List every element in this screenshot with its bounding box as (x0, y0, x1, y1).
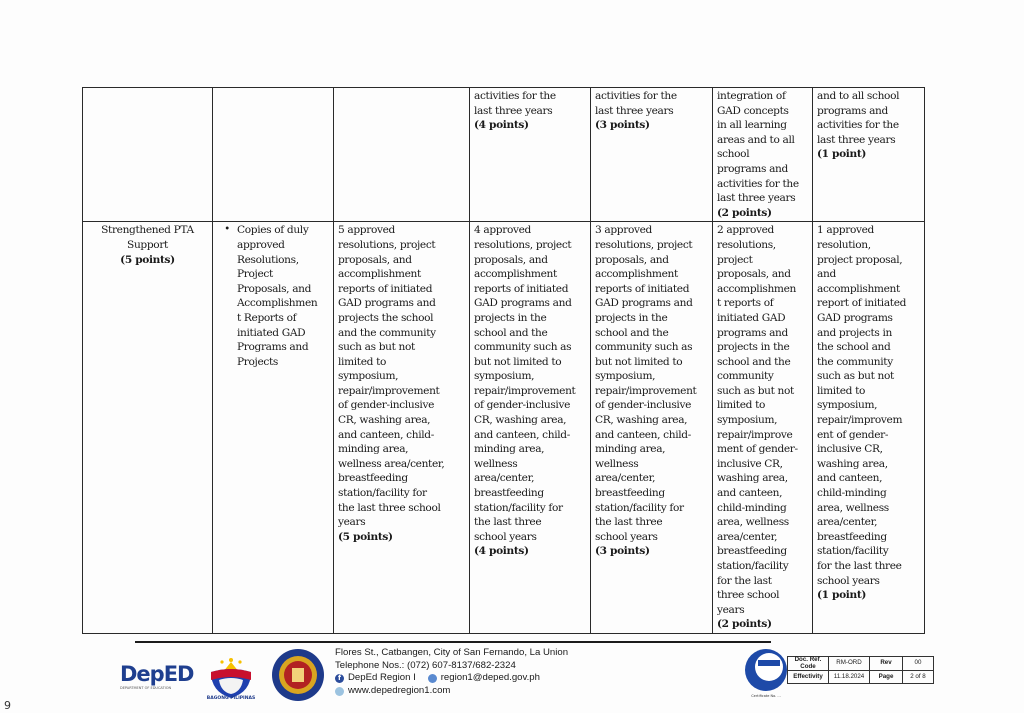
deped-region-seal (271, 648, 325, 702)
cell-text: 2 approved resolutions, project proposals, and accomplishmen t reports of initiated GAD programs and projects in the school and the community such as but not limited to symposium, repair/improve ment of gender- inclusive CR, washing area, and canteen, child-minding area, wellness area/center, breastfeeding station/facility for the last three school years (717, 224, 798, 616)
bullet-icon: • (224, 224, 230, 236)
email-link[interactable]: region1@deped.gov.ph (440, 672, 540, 684)
score-4-cell (470, 222, 591, 634)
score-5-cell (334, 88, 470, 222)
bagong-pilipinas-logo (205, 650, 257, 702)
points-label: (4 points) (474, 119, 529, 132)
points-label: (1 point) (817, 148, 867, 161)
globe-icon (335, 687, 344, 696)
score-2-cell (713, 222, 813, 634)
page-label: Page (870, 671, 903, 684)
points-label: (1 point) (817, 589, 867, 602)
criterion-title: Strengthened PTA Support (101, 224, 194, 251)
document-reference-table (787, 656, 934, 684)
deped-wordmark: DepED (120, 662, 194, 686)
score-1-cell (813, 222, 925, 634)
bagong-pilipinas-label: BAGONG PILIPINAS (206, 696, 256, 701)
facebook-link[interactable]: DepEd Region I (348, 672, 416, 684)
cell-text: 3 approved resolutions, project proposals, and accomplishment reports of initiated GAD programs and projects in the school and the community such as but not limited to symposium, repair/improvement of gender-inclusive CR, washing area, and canteen, child- minding area, wellness area/center, breastfeeding station/facility for the last three school years (595, 224, 697, 543)
effectivity-label: Effectivity (788, 671, 829, 684)
telephone: Telephone Nos.: (072) 607-8137/682-2324 (335, 659, 516, 671)
iso-certification-logo (744, 648, 788, 692)
points-label: (3 points) (595, 545, 650, 558)
points-label: (5 points) (120, 253, 175, 266)
score-5-cell (334, 222, 470, 634)
points-label: (2 points) (717, 206, 772, 219)
rubric-table (82, 87, 925, 634)
facebook-icon: f (335, 674, 344, 683)
score-4-cell (470, 88, 591, 222)
rev-value: 00 (903, 657, 934, 671)
email-icon (428, 674, 437, 683)
cell-text: 4 approved resolutions, project proposals, and accomplishment reports of initiated GAD programs and projects in the school and the community such as but not limited to symposium, repair/improvement of gender-inclusive CR, washing area, and canteen, child- minding area, wellness area/center, breastfeeding station/facility for the last three school years (474, 224, 576, 543)
points-label: (3 points) (595, 119, 650, 132)
deped-logo (120, 662, 195, 694)
score-2-cell (713, 88, 813, 222)
iso-certificate-number: Certificate No. ... (751, 694, 781, 698)
cell-text: activities for the last three years (474, 90, 556, 117)
rev-label: Rev (870, 657, 903, 671)
table-row (83, 88, 925, 222)
cell-text: 5 approved resolutions, project proposals, and accomplishment reports of initiated GAD programs and projects the school and the community such as but not limited to symposium, repair/improvement of gender-inclusive CR, washing area, and canteen, child- minding area, wellness area/center, breastfeeding station/facility for the last three school years (338, 224, 445, 529)
mov-cell (213, 88, 334, 222)
cell-text: and to all school programs and activities for the last three years (817, 90, 900, 146)
doc-ref-value: RM-ORD (829, 657, 870, 671)
mov-cell (213, 222, 334, 634)
effectivity-value: 11.18.2024 (829, 671, 870, 684)
criterion-cell (83, 222, 213, 634)
footer-divider (135, 641, 771, 643)
cell-text: integration of GAD concepts in all learning areas and to all school programs and activities for the last three years (717, 90, 799, 205)
criterion-cell (83, 88, 213, 222)
cell-text: 1 approved resolution, project proposal, and accomplishment report of initiated GAD programs and projects in the school and the community such as but not limited to symposium, repair/improvem ent of gender- inclusive CR, washing area, and canteen, child-minding area, wellness area/center, breastfeeding station/facility for the last three school years (817, 224, 907, 587)
score-3-cell (591, 222, 713, 634)
handwritten-page-mark: 6 (4, 698, 11, 711)
mov-text: Copies of duly approved Resolutions, Project Proposals, and Accomplishmen t Reports of initiated GAD Programs and Projects (237, 224, 318, 368)
points-label: (2 points) (717, 618, 772, 631)
table-row (83, 222, 925, 634)
points-label: (5 points) (338, 530, 393, 543)
website-link[interactable]: www.depedregion1.com (348, 684, 451, 696)
cell-text: activities for the last three years (595, 90, 677, 117)
doc-ref-label: Doc. Ref. Code (788, 657, 829, 671)
deped-subtitle: DEPARTMENT OF EDUCATION (120, 686, 172, 690)
points-label: (4 points) (474, 545, 529, 558)
score-3-cell (591, 88, 713, 222)
score-1-cell (813, 88, 925, 222)
contact-info (335, 647, 568, 697)
address: Flores St., Catbangen, City of San Fernando, La Union (335, 647, 569, 658)
page-value: 2 of 8 (903, 671, 934, 684)
rubric-table-wrapper (82, 87, 925, 634)
